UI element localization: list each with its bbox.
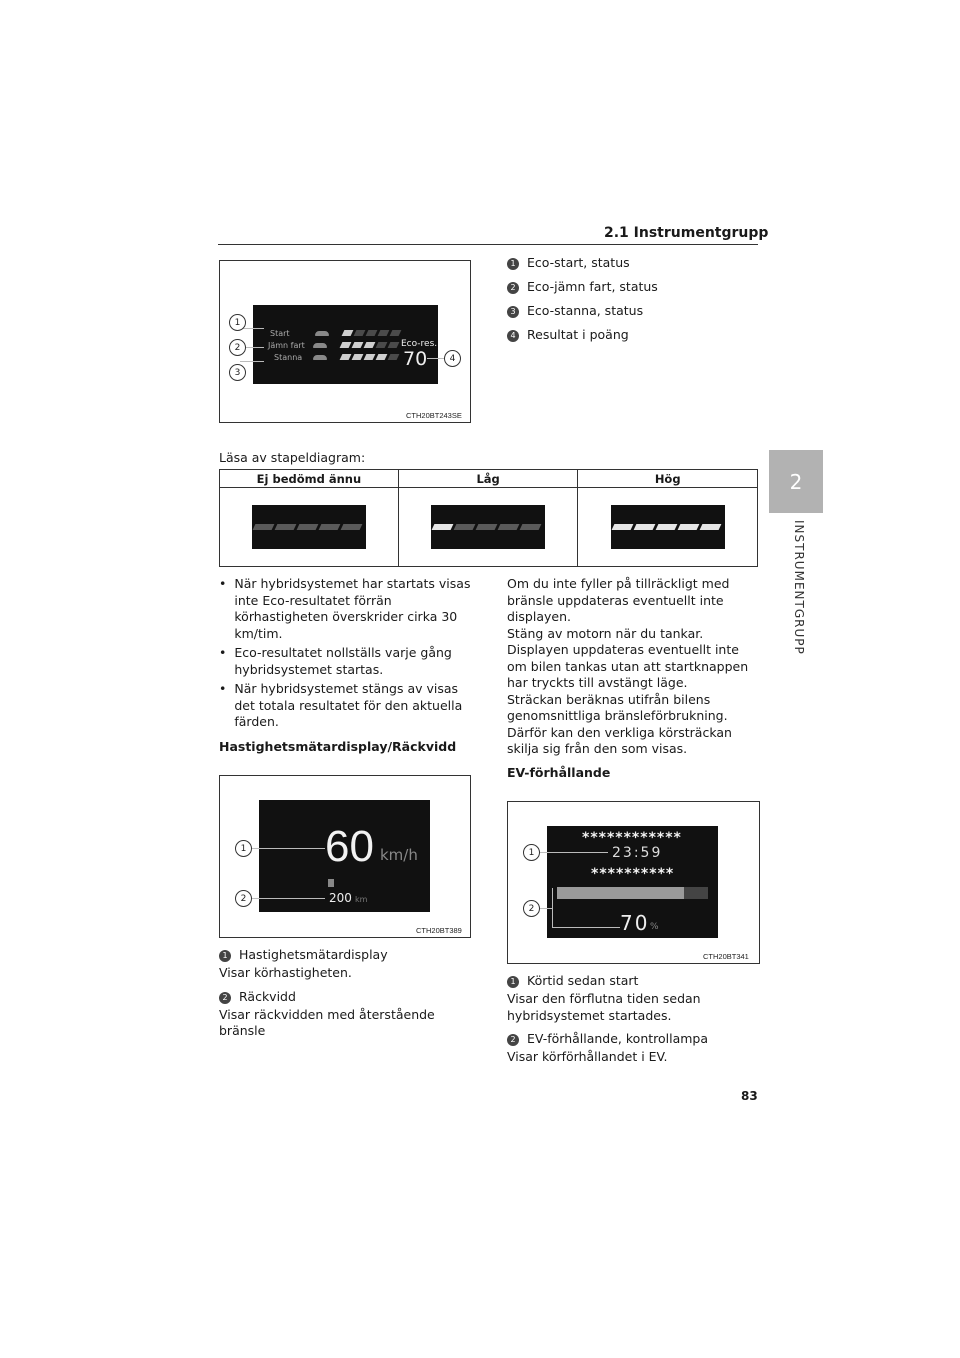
- list-item: [219, 645, 471, 678]
- eco-result-label: Eco-res.: [401, 339, 438, 349]
- speed-legend: [219, 946, 469, 1040]
- speed-figure: [219, 775, 471, 938]
- bar-segment: [611, 524, 633, 530]
- legend-text: Eco-jämn fart, status: [527, 279, 658, 294]
- callout-1: 1: [523, 844, 540, 861]
- callout-leader: [242, 328, 264, 329]
- bar-reading-title: Läsa av stapeldiagram:: [219, 450, 366, 465]
- chapter-number: 2: [789, 469, 803, 494]
- callout-leader: [538, 852, 608, 853]
- bar-segment: [352, 354, 364, 360]
- legend-number: 1: [219, 950, 231, 962]
- eco-row-label: Start: [270, 328, 290, 338]
- ev-figure: [507, 801, 760, 964]
- legend-desc: Visar körförhållandet i EV.: [507, 1049, 668, 1064]
- right-column-text: [507, 576, 759, 758]
- legend-title: Räckvidd: [239, 988, 296, 1004]
- paragraph: Om du inte fyller på tillräckligt med bränsle uppdateras eventuellt inte displayen.: [507, 576, 730, 624]
- legend-item: [507, 326, 658, 344]
- legend-number: 3: [507, 306, 519, 318]
- bullet-list: [219, 576, 471, 734]
- bullet-text: Eco-resultatet nollställs varje gång hybridsystemet startas.: [234, 645, 452, 677]
- bar-segment: [476, 524, 498, 530]
- page-number: 83: [741, 1089, 758, 1103]
- speed-unit: km/h: [380, 846, 418, 864]
- column-header: Låg: [398, 470, 578, 488]
- bar-segment: [454, 524, 476, 530]
- fuel-icon: [328, 879, 334, 887]
- callout-2: 2: [235, 890, 252, 907]
- bar-segment: [340, 342, 352, 348]
- bullet-mark: •: [219, 681, 227, 696]
- legend-number: 1: [507, 258, 519, 270]
- legend-item: [507, 972, 759, 990]
- legend-desc: Visar körhastigheten.: [219, 965, 352, 980]
- bar-segment: [352, 342, 364, 348]
- bar-segment: [354, 330, 366, 336]
- legend-item: [219, 946, 469, 964]
- eco-row-steady: [268, 339, 403, 351]
- bar-segment: [342, 330, 354, 336]
- paragraph: Stäng av motorn när du tankar. Displayen uppdateras eventuellt inte om bilen tankas utan att startknappen har tryckts till avstängt läge.: [507, 625, 749, 690]
- legend-item: [507, 1030, 759, 1048]
- legend-number: 2: [507, 282, 519, 294]
- callout-leader: [251, 848, 325, 849]
- speed-screen: [259, 800, 430, 912]
- callout-leader: [552, 927, 620, 928]
- callout-2: 2: [523, 900, 540, 917]
- eco-legend: [507, 254, 658, 344]
- bar-display-high: [611, 505, 725, 549]
- eco-result-value: 70: [403, 348, 428, 370]
- ev-screen: [547, 826, 718, 938]
- eco-figure: [219, 260, 471, 423]
- bar-segment: [655, 524, 677, 530]
- bar-segment: [378, 330, 390, 336]
- bar-segment: [432, 524, 454, 530]
- range-unit: km: [355, 895, 368, 904]
- callout-1: 1: [235, 840, 252, 857]
- table-row: [220, 488, 758, 567]
- legend-text: Eco-stanna, status: [527, 303, 644, 318]
- bullet-text: När hybridsystemet har startats visas inte Eco-resultatet förrän körhastigheten överskrider cirka 30 km/tim.: [234, 576, 471, 641]
- legend-item: [507, 278, 658, 296]
- eco-row-label: Stanna: [274, 352, 303, 362]
- legend-text: Resultat i poäng: [527, 327, 629, 342]
- section-title: 2.1 Instrumentgrupp: [604, 225, 769, 241]
- car-icon: [313, 355, 327, 360]
- range-value: 200: [329, 891, 352, 905]
- callout-2: 2: [229, 339, 246, 356]
- legend-item: [507, 254, 658, 272]
- table-cell: [220, 488, 399, 567]
- bullet-text: När hybridsystemet stängs av visas det totala resultatet för den aktuella färden.: [234, 681, 463, 729]
- bar-segment: [520, 524, 542, 530]
- speed-value: 60: [325, 822, 374, 871]
- bar-segment: [633, 524, 655, 530]
- ev-ratio-label: **********: [591, 866, 675, 882]
- callout-4: 4: [444, 350, 461, 367]
- bar-segment: [388, 342, 400, 348]
- bar-segment: [498, 524, 520, 530]
- bar-segment: [699, 524, 721, 530]
- ev-ratio-bar: [557, 887, 708, 899]
- list-item: [219, 576, 471, 642]
- legend-title: Körtid sedan start: [527, 973, 639, 988]
- paragraph: Sträckan beräknas utifrån bilens genomsnittliga bränsleförbrukning. Därför kan den verkliga körsträckan skilja sig från den som visas.: [507, 691, 732, 756]
- eco-screen: [253, 305, 438, 384]
- elapsed-time: 23:59: [612, 845, 663, 861]
- table-cell: [578, 488, 758, 567]
- eco-row-label: Jämn fart: [268, 340, 305, 350]
- column-header: Ej bedömd ännu: [220, 470, 399, 488]
- speed-section-title: Hastighetsmätardisplay/Räckvidd: [219, 739, 457, 754]
- legend-number: 1: [507, 976, 519, 988]
- eco-row-stop: [268, 351, 403, 363]
- bar-segment: [376, 354, 388, 360]
- bar-segment: [340, 354, 352, 360]
- eco-rows: [268, 327, 403, 363]
- legend-item: [507, 302, 658, 320]
- bar-segment: [319, 524, 341, 530]
- bar-display-low: [431, 505, 545, 549]
- legend-title: EV-förhållande, kontrollampa: [527, 1031, 709, 1046]
- bar-segment: [297, 524, 319, 530]
- list-item: [219, 681, 471, 731]
- bar-segment: [364, 354, 376, 360]
- ev-ratio-value: 70: [620, 911, 650, 935]
- car-icon: [313, 343, 327, 348]
- bullet-mark: •: [219, 645, 227, 660]
- callout-3: 3: [229, 364, 246, 381]
- legend-item: [219, 988, 469, 1006]
- figure-code: CTH20BT243SE: [406, 411, 462, 420]
- ev-ratio-bar-fill: [557, 887, 684, 899]
- table-cell: [398, 488, 578, 567]
- bar-segment: [390, 330, 402, 336]
- legend-number: 2: [507, 1034, 519, 1046]
- callout-leader: [552, 888, 553, 928]
- bar-segment: [677, 524, 699, 530]
- ev-legend: [507, 972, 759, 1066]
- ev-ratio-unit: %: [650, 922, 659, 932]
- legend-desc: Visar den förflutna tiden sedan hybridsystemet startades.: [507, 991, 701, 1023]
- bar-segment: [253, 524, 275, 530]
- ev-section-title: EV-förhållande: [507, 765, 611, 780]
- legend-number: 2: [219, 992, 231, 1004]
- column-header: Hög: [578, 470, 758, 488]
- eco-row-start: [268, 327, 403, 339]
- chapter-label: INSTRUMENTGRUPP: [792, 520, 806, 655]
- figure-code: CTH20BT389: [416, 926, 462, 935]
- header-rule: [218, 244, 758, 245]
- callout-1: 1: [229, 314, 246, 331]
- bar-display-unrated: [252, 505, 366, 549]
- bar-segment: [376, 342, 388, 348]
- bar-segment: [366, 330, 378, 336]
- figure-code: CTH20BT341: [703, 952, 749, 961]
- car-icon: [315, 331, 329, 336]
- bar-segment: [364, 342, 376, 348]
- callout-leader: [251, 898, 325, 899]
- bar-reading-table: [219, 469, 758, 567]
- legend-number: 4: [507, 330, 519, 342]
- legend-text: Eco-start, status: [527, 255, 630, 270]
- callout-leader: [427, 358, 445, 359]
- callout-leader: [538, 908, 552, 909]
- bullet-mark: •: [219, 576, 227, 591]
- bar-segment: [275, 524, 297, 530]
- elapsed-label: ************: [582, 830, 682, 846]
- bar-segment: [341, 524, 363, 530]
- chapter-tab: [769, 450, 823, 513]
- bar-segment: [388, 354, 400, 360]
- table-header-row: [220, 470, 758, 488]
- callout-leader: [240, 361, 264, 362]
- legend-title: Hastighetsmätardisplay: [239, 947, 388, 962]
- legend-desc: Visar räckvidden med återstående bränsle: [219, 1006, 435, 1038]
